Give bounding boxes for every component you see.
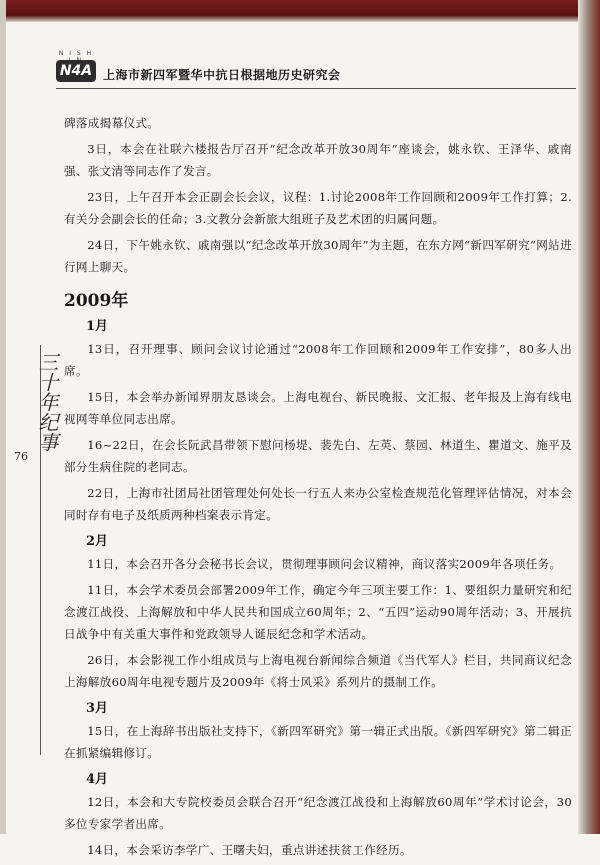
paragraph: 碑落成揭幕仪式。 bbox=[64, 116, 160, 130]
paragraph: 15日，在上海辞书出版社支持下，《新四军研究》第一辑正式出版。《新四军研究》第二辑正在抓紧编辑修订。 bbox=[64, 724, 572, 760]
paragraph: 24日，下午姚永钦、戚南强以“纪念改革开放30周年”为主题，在东方网“新四军研究”网站进行网上聊天。 bbox=[64, 238, 572, 274]
paragraph: 15日，本会举办新闻界朋友恳谈会。上海电视台、新民晚报、文汇报、老年报及上海有线电视网等单位同志出席。 bbox=[64, 390, 572, 426]
month-heading: 2月 bbox=[86, 534, 109, 549]
header-divider bbox=[56, 88, 576, 89]
logo-caption: N I S H bbox=[58, 50, 94, 57]
month-heading: 3月 bbox=[86, 701, 109, 716]
paragraph: 11日，本会学术委员会部署2009年工作，确定今年三项主要工作：1、要组织力量研究和纪念渡江战役、上海解放和中华人民共和国成立60周年；2、“五四”运动90周年活动；3、开展抗日战争中有关重大事件和党政领导人诞辰纪念和学术活动。 bbox=[64, 583, 572, 641]
page-left-edge bbox=[0, 0, 6, 834]
n4a-logo-icon: N4A bbox=[56, 60, 96, 82]
month-heading: 1月 bbox=[86, 319, 109, 334]
page-body bbox=[64, 112, 572, 865]
paragraph: 23日，上午召开本会正副会长会议，议程：1.讨论2008年工作回顾和2009年工作打算；2.有关分会副会长的任命；3.文教分会新旅大组班子及艺术团的归属问题。 bbox=[64, 190, 572, 226]
paragraph: 13日，召开理事、顾问会议讨论通过“2008年工作回顾和2009年工作安排”，80多人出席。 bbox=[64, 342, 572, 378]
paragraph: 12日，本会和大专院校委员会联合召开“纪念渡江战役和上海解放60周年”学术讨论会，30多位专家学者出席。 bbox=[64, 795, 572, 831]
book-spine-edge bbox=[578, 0, 600, 834]
paragraph: 26日，本会影视工作小组成员与上海电视台新闻综合频道《当代军人》栏目，共同商议纪念上海解放60周年电视专题片及2009年《将士风采》系列片的摄制工作。 bbox=[64, 653, 572, 689]
year-heading: 2009年 bbox=[64, 291, 129, 311]
paragraph: 3日，本会在社联六楼报告厅召开“纪念改革开放30周年”座谈会，姚永钦、王泽华、戚南强、张文清等同志作了发言。 bbox=[64, 142, 572, 178]
paragraph: 11日，本会召开各分会秘书长会议，贯彻理事顾问会议精神，商议落实2009年各项任务。 bbox=[87, 557, 562, 571]
paragraph: 22日，上海市社团局社团管理处何处长一行五人来办公室检查规范化管理评估情况，对本会同时存有电子及纸质两种档案表示肯定。 bbox=[64, 486, 572, 522]
book-top-edge bbox=[0, 0, 600, 22]
paragraph: 16~22日，在会长阮武昌带领下慰问杨堤、裴先白、左英、蔡园、林道生、瞿道文、施平及部分生病住院的老同志。 bbox=[64, 438, 572, 474]
month-heading: 4月 bbox=[86, 772, 109, 787]
organization-name: 上海市新四军暨华中抗日根据地历史研究会 bbox=[103, 68, 341, 82]
page-number: 76 bbox=[14, 450, 28, 463]
paragraph: 14日，本会采访李学广、王曙夫妇，重点讲述扶贫工作经历。 bbox=[87, 843, 412, 857]
side-title: 三十年纪事 bbox=[35, 352, 59, 452]
